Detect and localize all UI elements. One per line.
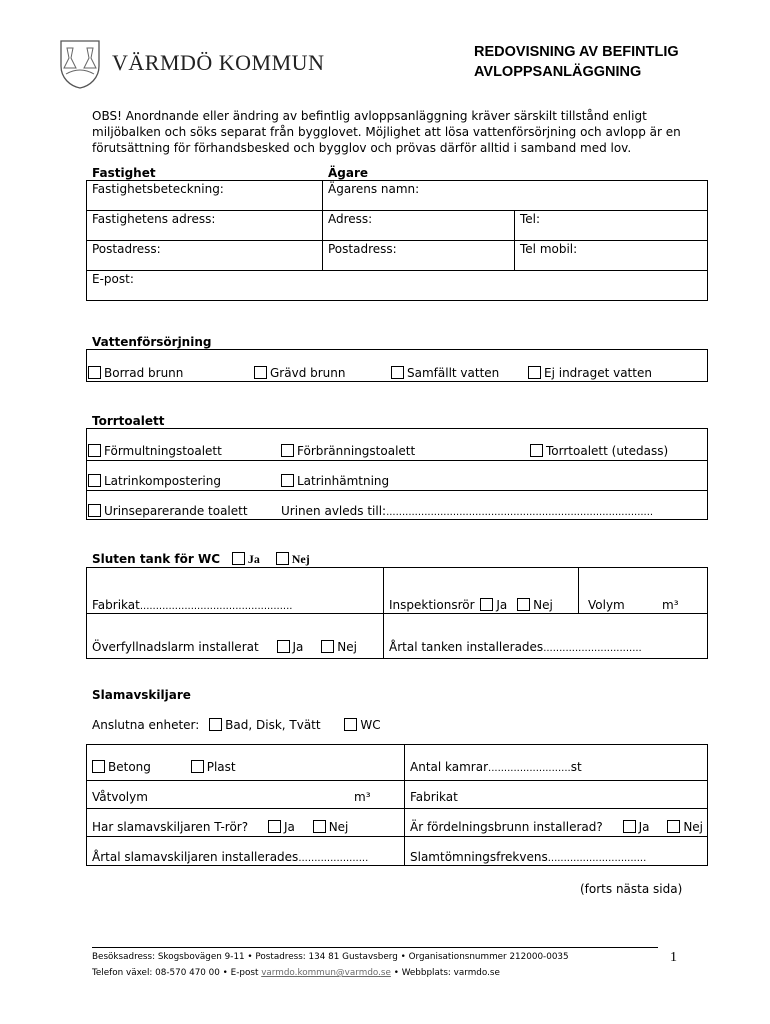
option-forbranningstoalett[interactable] (281, 444, 415, 458)
option-label: Förbränningstoalett (297, 444, 416, 458)
option-label: Bad, Disk, Tvätt (225, 718, 321, 732)
option-samfallt-vatten[interactable] (391, 366, 499, 380)
option-label: Urinseparerande toalett (104, 504, 248, 518)
municipality-name: VÄRMDÖ KOMMUN (112, 50, 325, 75)
inspektionsror-ja-option[interactable] (480, 598, 507, 612)
overfyllnadslarm-row (92, 640, 357, 654)
option-borrad-brunn[interactable] (88, 366, 183, 380)
artal-dots: ...................... (298, 853, 369, 864)
option-label: Betong (108, 760, 151, 774)
tel-mobil-field[interactable]: Tel mobil: (520, 242, 578, 256)
separator-fabrikat-field[interactable]: Fabrikat (410, 790, 458, 804)
antal-kamrar-field[interactable] (410, 760, 582, 774)
option-label: Latrinhämtning (297, 474, 390, 488)
option-label: Nej (328, 820, 349, 834)
form-title (474, 42, 679, 82)
fabrikat-dots: ................................................ (139, 601, 293, 612)
plast-option[interactable] (191, 760, 236, 774)
footer-email-link[interactable]: varmdo.kommun@varmdo.se (261, 968, 391, 978)
option-latrinhamtning[interactable] (281, 474, 389, 488)
antal-kamrar-dots: .......................... (488, 763, 571, 774)
option-urinseparerande[interactable] (88, 504, 248, 518)
option-label: Latrinkompostering (104, 474, 221, 488)
heading-slamavskiljare: Slamavskiljare (92, 688, 191, 702)
t-ror-ja-option[interactable] (268, 820, 295, 834)
fastighetsbeteckning-field[interactable]: Fastighetsbeteckning: (92, 182, 224, 196)
checkbox[interactable] (88, 366, 101, 379)
artal-tanken-dots: ............................... (543, 643, 642, 654)
option-label: Ja (496, 598, 508, 612)
antal-kamrar-unit: st (570, 760, 582, 774)
footer-address: Besöksadress: Skogsbovägen 9-11 • Postadress: 134 81 Gustavsberg • Organisationsnummer 212000-0035 (92, 952, 569, 962)
form-title-line2: AVLOPPSANLÄGGNING (474, 64, 642, 80)
intro-text (92, 108, 682, 156)
larm-nej-option[interactable] (321, 640, 357, 654)
fastighetens-adress-field[interactable]: Fastighetens adress: (92, 212, 216, 226)
checkbox[interactable] (517, 598, 530, 611)
option-label: Nej (683, 820, 704, 834)
checkbox[interactable] (88, 474, 101, 487)
checkbox[interactable] (276, 552, 289, 565)
agare-adress-field[interactable]: Adress: (328, 212, 373, 226)
option-label: Nej (337, 640, 357, 654)
tel-field[interactable]: Tel: (520, 212, 541, 226)
checkbox[interactable] (530, 444, 543, 457)
option-label: Plast (206, 760, 236, 774)
artal-tanken-field[interactable] (389, 640, 642, 654)
form-title-line1: REDOVISNING AV BEFINTLIG (474, 44, 679, 60)
option-formultningstoalett[interactable] (88, 444, 222, 458)
fordelningsbrunn-row (410, 820, 703, 834)
checkbox[interactable] (281, 444, 294, 457)
checkbox[interactable] (344, 718, 357, 731)
option-label: Förmultningstoalett (104, 444, 222, 458)
betong-option[interactable] (92, 760, 151, 774)
t-ror-row (92, 820, 348, 834)
inspektionsror-row (389, 598, 553, 612)
option-label: Nej (533, 598, 553, 612)
intro-line1: OBS! Anordnande eller ändring av befintlig avloppsanläggning kräver särskilt tillstånd enligt (92, 109, 647, 123)
checkbox[interactable] (667, 820, 680, 833)
agare-postadress-field[interactable]: Postadress: (328, 242, 397, 256)
fordelningsbrunn-nej-option[interactable] (667, 820, 703, 834)
heading-sluten-tank: Sluten tank för WC (92, 552, 221, 566)
slamtomning-dots: ............................... (547, 853, 647, 864)
checkbox[interactable] (88, 504, 101, 517)
continued-note: (forts nästa sida) (580, 882, 683, 896)
artal-tanken-label: Årtal tanken installerades (389, 640, 544, 654)
option-latrinkompostering[interactable] (88, 474, 221, 488)
urinen-avleds-field[interactable] (281, 504, 653, 518)
urinen-avleds-dots: .................................................................................... (386, 507, 654, 518)
option-label: Grävd brunn (270, 366, 346, 380)
checkbox[interactable] (321, 640, 334, 653)
option-label: Borrad brunn (104, 366, 184, 380)
heading-agare: Ägare (328, 166, 369, 180)
page-number: 1 (670, 950, 677, 965)
antal-kamrar-label: Antal kamrar (410, 760, 489, 774)
checkbox[interactable] (528, 366, 541, 379)
artal-label: Årtal slamavskiljaren installerades (92, 850, 299, 864)
footer-divider (92, 947, 658, 948)
option-label: WC (360, 718, 381, 732)
epost-field[interactable]: E-post: (92, 272, 134, 286)
anslutna-enheter-row (92, 718, 381, 732)
checkbox[interactable] (277, 640, 290, 653)
vatvolym-unit: m³ (354, 790, 371, 804)
footer-website: • Webbplats: varmdo.se (390, 968, 500, 978)
heading-vattenforsorjning: Vattenförsörjning (92, 335, 212, 349)
intro-line3: förutsättning för förhandsbesked och bygglov och prövas därför alltid i samband med lov. (92, 141, 632, 155)
checkbox[interactable] (254, 366, 267, 379)
larm-ja-option[interactable] (277, 640, 304, 654)
option-label: Ej indraget vatten (544, 366, 652, 380)
checkbox[interactable] (209, 718, 222, 731)
bad-disk-option[interactable] (209, 718, 320, 732)
sluten-tank-row (92, 552, 310, 567)
volym-unit: m³ (662, 598, 679, 612)
heading-fastighet: Fastighet (92, 166, 156, 180)
checkbox[interactable] (281, 474, 294, 487)
slamtomning-field[interactable] (410, 850, 646, 864)
option-label: Ja (247, 552, 260, 566)
option-utedass[interactable] (530, 444, 668, 458)
tank-fabrikat-field[interactable] (92, 598, 292, 612)
vatvolym-field[interactable]: Våtvolym (92, 790, 148, 804)
material-row (92, 760, 236, 774)
agarens-namn-field[interactable]: Ägarens namn: (328, 182, 420, 196)
option-ej-indraget-vatten[interactable] (528, 366, 652, 380)
inspektionsror-label: Inspektionsrör (389, 598, 475, 612)
checkbox[interactable] (191, 760, 204, 773)
overfyllnadslarm-label: Överfyllnadslarm installerat (92, 640, 259, 654)
t-ror-nej-option[interactable] (313, 820, 349, 834)
fordelningsbrunn-ja-option[interactable] (623, 820, 650, 834)
artal-slamavskiljare-field[interactable] (92, 850, 368, 864)
tank-nej-option[interactable] (276, 552, 310, 566)
checkbox[interactable] (92, 760, 105, 773)
checkbox[interactable] (623, 820, 636, 833)
checkbox[interactable] (480, 598, 493, 611)
checkbox[interactable] (88, 444, 101, 457)
option-gravd-brunn[interactable] (254, 366, 346, 380)
fastighet-postadress-field[interactable]: Postadress: (92, 242, 161, 256)
checkbox[interactable] (232, 552, 245, 565)
option-label: Ja (283, 820, 295, 834)
varmdo-coat-of-arms-icon (58, 38, 102, 90)
t-ror-label: Har slamavskiljaren T-rör? (92, 820, 249, 834)
footer-contact (92, 968, 500, 978)
slamtomning-label: Slamtömningsfrekvens (410, 850, 548, 864)
heading-torrtoalett: Torrtoalett (92, 414, 165, 428)
checkbox[interactable] (313, 820, 326, 833)
urinen-avleds-label: Urinen avleds till: (281, 504, 387, 518)
option-label: Nej (291, 552, 310, 566)
footer-phone: Telefon växel: 08-570 470 00 • E-post (92, 968, 262, 978)
tank-ja-option[interactable] (232, 552, 260, 566)
intro-line2: miljöbalken och söks separat från bygglovet. Möjlighet att lösa vattenförsörjning och avlopp är en (92, 125, 681, 139)
option-label: Ja (638, 820, 650, 834)
checkbox[interactable] (268, 820, 281, 833)
anslutna-label: Anslutna enheter: (92, 718, 200, 732)
inspektionsror-nej-option[interactable] (517, 598, 553, 612)
option-label: Ja (292, 640, 304, 654)
option-label: Samfällt vatten (407, 366, 500, 380)
checkbox[interactable] (391, 366, 404, 379)
wc-option[interactable] (344, 718, 380, 732)
volym-field[interactable]: Volym (588, 598, 625, 612)
fabrikat-label: Fabrikat (92, 598, 140, 612)
fordelningsbrunn-label: Är fördelningsbrunn installerad? (410, 820, 603, 834)
option-label: Torrtoalett (utedass) (546, 444, 669, 458)
